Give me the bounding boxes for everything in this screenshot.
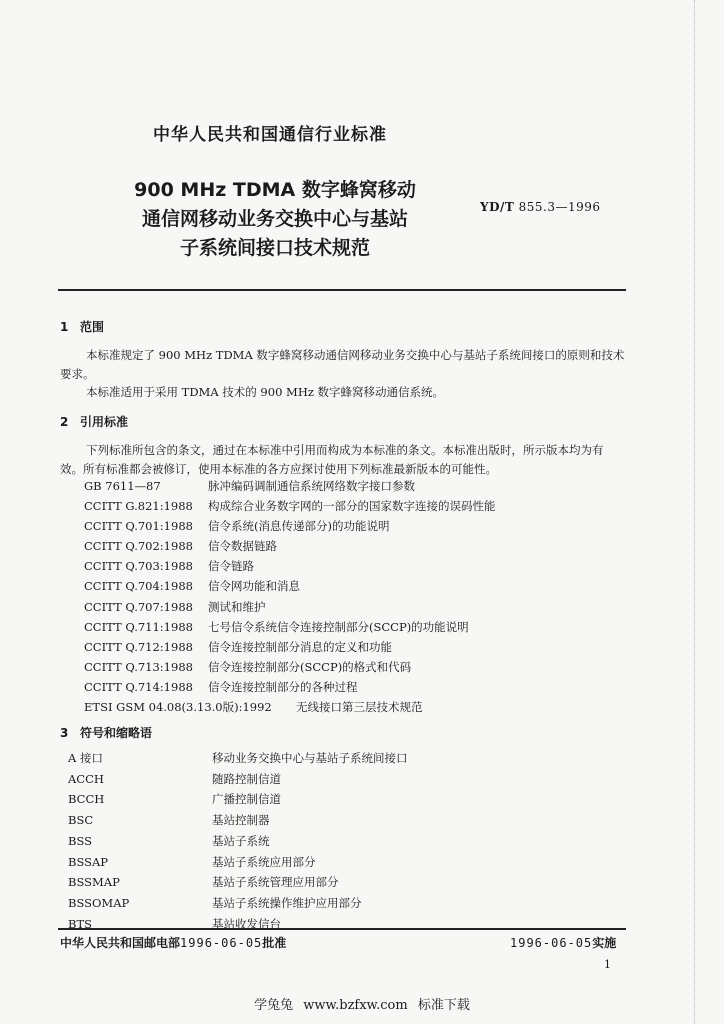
section-1-paragraph-1: 本标准规定了 900 MHz TDMA 数字蜂窝移动通信网移动业务交换中心与基站子系统间接口的原则和技术要求。 [60,348,625,381]
abbreviation-item: BSSMAP 基站子系统管理应用部分 [68,875,339,890]
abbreviation-item: ACCH 随路控制信道 [68,771,281,786]
approval-line [60,934,286,951]
section-2-heading [60,413,128,430]
section-3-title: 符号和缩略语 [80,726,153,740]
section-1-number: 1 [60,320,69,334]
standard-number [480,200,601,214]
reference-list [84,476,496,717]
issuer: 中华人民共和国邮电部 [60,936,181,950]
abbreviation-item: BSSOMAP 基站子系统操作维护应用部分 [68,895,362,910]
reference-item: GB 7611—87 脉冲编码调制通信系统网络数字接口参数 [84,479,415,493]
reference-item: CCITT Q.701:1988 信令系统(消息传递部分)的功能说明 [84,519,390,534]
reference-item: CCITT Q.704:1988 信令网功能和消息 [84,579,300,594]
section-3-number: 3 [60,726,69,740]
reference-item: CCITT Q.707:1988 测试和维护 [84,599,266,614]
reference-item: ETSI GSM 04.08(3.13.0版):1992 无线接口第三层技术规范 [84,700,423,715]
section-3-heading [60,724,152,741]
title-line-1: 900 MHz TDMA 数字蜂窝移动 [134,179,416,201]
standard-code: 855.3—1996 [518,200,601,214]
standard-prefix: YD/T [480,200,515,214]
title-line-2: 通信网移动业务交换中心与基站 [141,208,408,230]
section-2-title: 引用标准 [80,415,129,429]
industry-standard-heading: 中华人民共和国通信行业标准 [153,125,387,145]
abbreviation-item: A 接口 移动业务交换中心与基站子系统间接口 [68,751,408,765]
approve-label: 批准 [262,936,287,950]
reference-item: CCITT Q.702:1988 信令数据链路 [84,539,277,554]
abbreviation-item: BSC 基站控制器 [68,813,270,828]
effective-label: 实施 [592,936,617,950]
effective-line [510,934,616,951]
reference-item: CCITT Q.711:1988 七号信令系统信令连接控制部分(SCCP)的功能说明 [84,619,469,634]
effective-date: 1996-06-05 [510,936,593,950]
abbreviation-item: BTS 基站收发信台 [68,916,281,931]
section-1-paragraph-2: 本标准适用于采用 TDMA 技术的 900 MHz 数字蜂窝移动通信系统。 [86,385,445,399]
section-1-heading [60,318,104,335]
scan-edge [694,0,695,1024]
title-line-3: 子系统间接口技术规范 [179,237,370,259]
section-2-paragraph: 下列标准所包含的条文，通过在本标准中引用而构成为本标准的条文。本标准出版时，所示版本均为有效。所有标准都会被修订，使用本标准的各方应探讨使用下列标准最新版本的可能性。 [60,443,604,476]
watermark-text: 学兔兔 www.bzfxw.com 标准下载 [254,998,470,1013]
reference-item: CCITT Q.703:1988 信令链路 [84,559,254,574]
abbreviation-list [68,748,408,934]
abbreviation-item: BSS 基站子系统 [68,833,270,848]
section-1-title: 范围 [80,320,105,334]
section-2-number: 2 [60,415,69,429]
header-divider [58,289,626,291]
reference-item: CCITT Q.713:1988 信令连接控制部分(SCCP)的格式和代码 [84,659,412,674]
abbreviation-item: BSSAP 基站子系统应用部分 [68,854,316,869]
reference-item: CCITT Q.714:1988 信令连接控制部分的各种过程 [84,679,358,694]
reference-item: CCITT G.821:1988 构成综合业务数字网的一部分的国家数字连接的误码性能 [84,499,496,514]
abbreviation-item: BCCH 广播控制信道 [68,792,281,807]
approve-date: 1996-06-05 [180,936,263,950]
document-title [100,176,450,263]
page-number: 1 [604,958,611,971]
reference-item: CCITT Q.712:1988 信令连接控制部分消息的定义和功能 [84,639,392,654]
footer-divider [58,928,626,930]
